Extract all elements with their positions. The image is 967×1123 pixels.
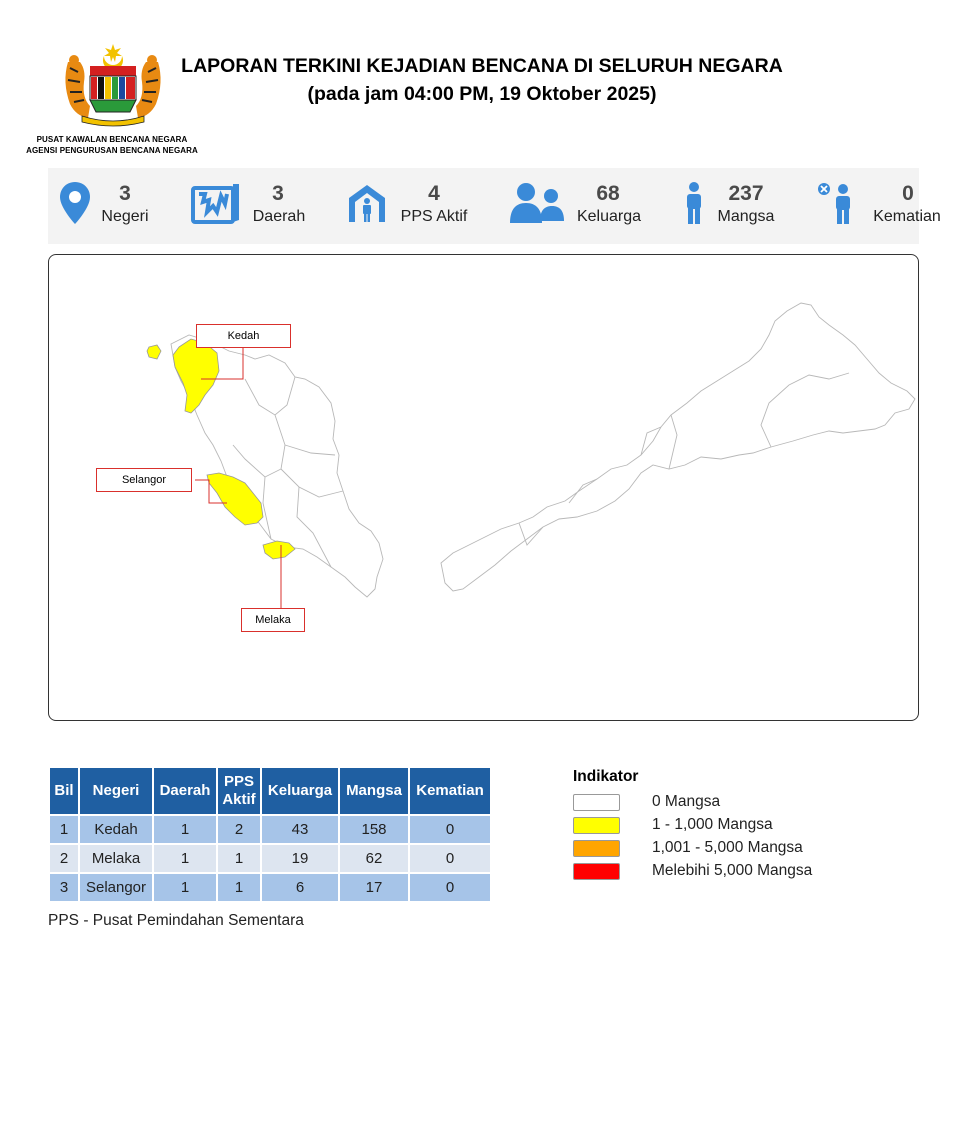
callout-melaka[interactable]: Melaka xyxy=(241,608,305,632)
agency-name-line1: PUSAT KAWALAN BENCANA NEGARA xyxy=(36,135,188,144)
disaster-table xyxy=(48,766,492,903)
table-row[interactable] xyxy=(50,874,490,901)
disaster-map[interactable] xyxy=(48,254,919,721)
callout-kedah[interactable]: Kedah xyxy=(196,324,291,348)
map-legend xyxy=(573,768,873,884)
cell-keluarga: 19 xyxy=(262,845,338,872)
cell-daerah: 1 xyxy=(154,845,216,872)
cell-negeri: Melaka xyxy=(80,845,152,872)
stat-pps-aktif-value: 4 xyxy=(428,182,440,205)
shelter-icon xyxy=(346,182,388,224)
col-header-keluarga: Keluarga xyxy=(262,768,338,814)
summary-bar xyxy=(48,168,941,244)
cell-bil: 3 xyxy=(50,874,78,901)
table-row[interactable] xyxy=(50,845,490,872)
cell-kematian: 0 xyxy=(410,874,490,901)
cell-bil: 1 xyxy=(50,816,78,843)
legend-title: Indikator xyxy=(573,768,639,785)
cell-keluarga: 43 xyxy=(262,816,338,843)
cell-mangsa: 17 xyxy=(340,874,408,901)
stat-pps-aktif-label: PPS Aktif xyxy=(400,208,468,225)
cell-bil: 2 xyxy=(50,845,78,872)
col-header-mangsa: Mangsa xyxy=(340,768,408,814)
stat-daerah-value: 3 xyxy=(272,182,284,205)
col-header-pps-aktif-text: PPS Aktif xyxy=(222,773,256,808)
cell-daerah: 1 xyxy=(154,816,216,843)
report-header xyxy=(0,0,967,160)
legend-label: 0 Mangsa xyxy=(652,793,721,810)
col-header-negeri: Negeri xyxy=(80,768,152,814)
table-row[interactable] xyxy=(50,816,490,843)
report-timestamp: (pada jam 04:00 PM, 19 Oktober 2025) xyxy=(307,83,657,105)
cell-keluarga: 6 xyxy=(262,874,338,901)
stat-daerah-label: Daerah xyxy=(252,208,306,225)
melaka-region[interactable] xyxy=(263,541,295,559)
legend-item xyxy=(573,815,873,838)
stat-kematian-label: Kematian xyxy=(873,208,941,225)
cell-negeri: Kedah xyxy=(80,816,152,843)
stat-keluarga-value: 68 xyxy=(596,182,620,205)
cell-kematian: 0 xyxy=(410,845,490,872)
langkawi-island[interactable] xyxy=(147,345,161,359)
legend-swatch-red xyxy=(573,863,620,880)
legend-swatch-yellow xyxy=(573,817,620,834)
legend-item xyxy=(573,861,873,884)
callout-selangor[interactable]: Selangor xyxy=(96,468,192,492)
stat-negeri-value: 3 xyxy=(119,182,131,205)
legend-swatch-orange xyxy=(573,840,620,857)
east-malaysia-outline xyxy=(441,303,915,591)
legend-item xyxy=(573,838,873,861)
cell-mangsa: 62 xyxy=(340,845,408,872)
cell-negeri: Selangor xyxy=(80,874,152,901)
report-title: LAPORAN TERKINI KEJADIAN BENCANA DI SELURUH NEGARA xyxy=(181,55,783,77)
legend-label: Melebihi 5,000 Mangsa xyxy=(652,862,813,879)
table-header-row xyxy=(50,768,490,814)
stat-mangsa-value: 237 xyxy=(728,182,764,205)
legend-label: 1,001 - 5,000 Mangsa xyxy=(652,839,803,856)
coat-of-arms-icon xyxy=(60,42,166,128)
legend-swatch-white xyxy=(573,794,620,811)
family-icon xyxy=(510,182,566,224)
cell-kematian: 0 xyxy=(410,816,490,843)
stat-keluarga-label: Keluarga xyxy=(576,208,642,225)
agency-name-line2: AGENSI PENGURUSAN BENCANA NEGARA xyxy=(26,146,198,155)
col-header-pps-aktif xyxy=(218,768,260,814)
col-header-bil: Bil xyxy=(50,768,78,814)
death-icon xyxy=(816,182,856,224)
col-header-daerah: Daerah xyxy=(154,768,216,814)
cell-daerah: 1 xyxy=(154,874,216,901)
legend-item xyxy=(573,792,873,815)
cell-pps-aktif: 2 xyxy=(218,816,260,843)
pps-footnote: PPS - Pusat Pemindahan Sementara xyxy=(48,912,304,929)
cell-pps-aktif: 1 xyxy=(218,845,260,872)
legend-label: 1 - 1,000 Mangsa xyxy=(652,816,773,833)
stat-mangsa-label: Mangsa xyxy=(717,208,775,225)
col-header-kematian: Kematian xyxy=(410,768,490,814)
stat-negeri-label: Negeri xyxy=(101,208,149,225)
stat-kematian-value: 0 xyxy=(902,182,914,205)
cell-pps-aktif: 1 xyxy=(218,874,260,901)
cell-mangsa: 158 xyxy=(340,816,408,843)
